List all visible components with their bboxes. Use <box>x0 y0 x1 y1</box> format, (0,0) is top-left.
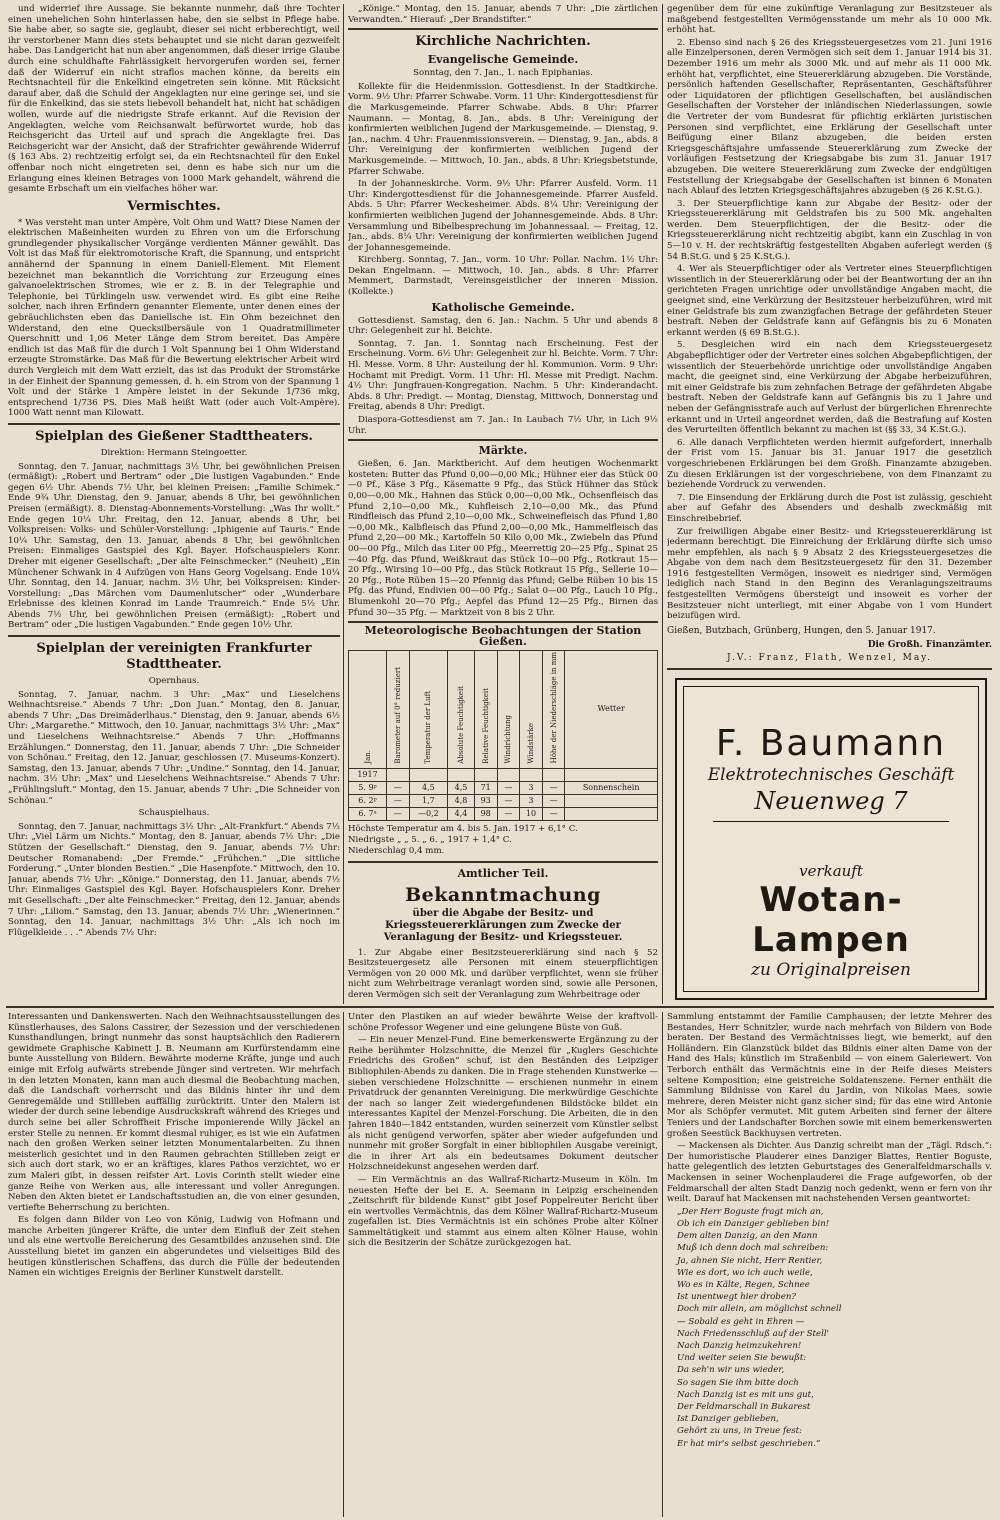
poem-line: Dem alten Danzig, an den Mann <box>677 1231 818 1242</box>
ad-price-note: zu Originalpreisen <box>751 960 911 980</box>
paragraph: In der Johanneskirche. Vorm. 9½ Uhr: Pfarrer Ausfeld. Vorm. 11 Uhr: Kindergottesdienst für die Johannesgemeinde. Pfarrer Ausfeld. Abds. 5 Uhr: Pfarrer Weckesheimer. Abds. 8¼ Uhr: Vereinigung der konfirmierten weiblichen Jugend der Johannesgemeinde. Abds. 8 Uhr: Versammlung und Bibelbesprechung im Johannessaal. — Freitag, 12. Jan., abds. 8¼ Uhr: Vereinigung der konfirmierten weiblichen Jugend der Johannesgemeinde. <box>348 179 658 253</box>
signature-names: J.V.: Franz, Flath, Wenzel, May. <box>727 653 932 664</box>
paragraph: 2. Ebenso sind nach § 26 des Kriegssteuergesetzes vom 21. Juni 1916 alle Einzelpersonen, deren Vermögen sich seit dem 1. Januar 1914 bis 31. Dezember 1916 um mehr als 3000 Mk. und auf mehr als 11 000 Mk. erhöht hat, verpflichtet, eine Steuererklärung abzugeben. Die Vorstände, persönlich haftenden Gesellschafter, Repräsentanten, Geschäftsführer oder Liquidatoren der pflichtigen Gesellschaften, bei ausländischen Gesellschaften der Vorsteher der inländischen Niederlassungen, sowie die Vertreter der vom Bundesrat für pflichtig erklärten juristischen Personen sind verpflichtet, eine Erklärung der Gesellschaft unter Beifügung einer Bilanz abzugeben, die beiden ersten Kriegsgeschäftsjahre umfassende Steuererklärung zum Zwecke der vorläufigen Festsetzung der Kriegsabgabe bis zum 31. Januar 1917 abzugeben. Die weitere Steuererklärung zum Zwecke der endgültigen Feststellung der Kriegsabgabe der Gesellschaften ist binnen 6 Monaten nach Ablauf des letzten Kriegsgeschäftsjahres abzugeben (§ 26 K.St.G.). <box>667 37 992 197</box>
column-middle <box>348 4 658 1004</box>
feuilleton-right <box>667 1012 992 1517</box>
feuilleton-left <box>8 1012 340 1517</box>
poem-line: Nach Danzig heimzukehren! <box>677 1340 802 1351</box>
poem-line: Ja, ahnen Sie nicht, Herr Rentier, <box>677 1255 823 1266</box>
ad-divider <box>713 821 948 822</box>
ad-address: Neuenweg 7 <box>754 787 908 815</box>
poem-line: Ob ich ein Danziger geblieben bin! <box>677 1218 830 1229</box>
kirchliche-heading: Kirchliche Nachrichten. <box>415 34 591 50</box>
paragraph: gegenüber dem für eine zukünftige Veranlagung zur Besitzsteuer als maßgebend festgestellten Vermögensstande um mehr als 10 000 Mk. erhöht hat. <box>667 4 992 36</box>
table-row <box>349 768 658 781</box>
weather-col-header: Jan. <box>349 651 387 768</box>
weather-col-header: Absolute Feuchtigkeit <box>448 651 475 768</box>
advertisement-baumann <box>675 678 987 1000</box>
feuilleton-middle <box>348 1012 658 1517</box>
column-rule <box>662 4 663 1004</box>
poem-line: Da seh'n wir uns wieder, <box>677 1365 785 1376</box>
ad-shop-type: Elektrotechnisches Geschäft <box>707 765 955 785</box>
weather-col-header: Temperatur der Luft <box>409 651 448 768</box>
poem-line: Gehört zu uns, in Treue fest: <box>677 1426 803 1437</box>
column-rule <box>343 4 344 1004</box>
paragraph: Kollekte für die Heidenmission. Gottesdienst. In der Stadtkirche. Vorm. 9½ Uhr: Pfarrer Schwabe. Vorm. 11 Uhr: Kindergottesdienst für die Markusgemeinde. Pfarrer Schwabe. Abds. 8 Uhr: Pfarrer Naumann. — Montag, 8. Jan., abds. 8 Uhr: Vereinigung der konfirmierten weiblichen Jugend der Markusgemeinde. — Dienstag, 9. Jan., nachm. 4 Uhr: Frauenmissionsverein. — Dienstag, 9. Jan., abds. 8 Uhr: Vereinigung der konfirmierten weiblichen Jugend der Markusgemeinde. — Mittwoch, 10. Jan., abds. 8 Uhr: Kriegsbetstunde, Pfarrer Schwabe. <box>348 81 658 177</box>
weather-col-header: Barometer auf 0° reduziert <box>387 651 410 768</box>
paragraph: „Könige.“ Montag, den 15. Januar, abends 7 Uhr: „Die zärtlichen Verwandten.“ Hierauf: „Der Brandstifter.“ <box>348 4 658 25</box>
paragraph: 4. Wer als Steuerpflichtiger oder als Vertreter eines Steuerpflichtigen wissentlich in der Steuererklärung oder bei der Beantwortung der an ihn gerichteten Fragen unrichtige oder unvollständige Angaben macht, die geeignet sind, eine Verkürzung der Besitzsteuer herbeizuführen, wird mit einer Geldstrafe bis zum zwanzigfachen Betrage der gefährdeten Steuer bestraft. Neben der Geldstrafe kann auf Gefängnis bis zu 6 Monaten erkannt werden (§ 69 B.St.G.). <box>667 264 992 338</box>
weather-col-header: Relative Feuchtigkeit <box>474 651 497 768</box>
weather-table-header <box>349 651 658 768</box>
evangelische-date: Sonntag, den 7. Jan., 1. nach Epiphanias. <box>413 68 593 79</box>
bekanntmachung-heading: Bekanntmachung <box>405 883 601 906</box>
vermischtes-heading: Vermischtes. <box>127 198 221 214</box>
paragraph: Gießen, 6. Jan. Marktbericht. Auf dem heutigen Wochenmarkt kosteten: Butter das Pfund 0,00—0,00 Mk.; Hühner eier das Stück 00—0 Pf., Käse 3 Pfg., Käsematte 9 Pfg., das Stück Hühner das Stück 0,00—0,00 Mk., Hahnen das Stück 0,00—0,00 Mk., Ochsenfleisch das Pfund 2,10—0,00 Mk., Kuhfleisch 2,10—0,00 Mk., das Pfund Rindfleisch das Pfund 2,10—0,00 Mk., Schweinefleisch das Pfund 1,80—0,00 Mk., Kalbfleisch das Pfund 2,00—0,00 Mk., Hammelfleisch das Pfund 2,20—00 Mk.; Kartoffeln 50 Kilo 0,00 Mk., Zwiebeln das Pfund 00—00 Pfg., Milch das Liter 00 Pfg., Meerrettig 20—25 Pfg., Spinat 25—40 Pfg. das Pfund, Weißkraut das Stück 10—00 Pfg., Rotkraut 15—20 Pfg., Wirsing 10—00 Pfg., das Stück Rotkraut 15 Pfg., Sellerie 10—20 Pfg., Rote Rüben 15—20 Pfennig das Pfund; Gelbe Rüben 10 bis 15 Pfg. das Pfund, Endivien 00—00 Pfg.; Salat 0—00 Pfg., Lauch 10 Pfg., Blumenkohl 20—70 Pfg.; Aepfel das Pfund 12—25 Pfg., Birnen das Pfund 30—35 Pfg. — Marktzeit von 8 bis 2 Uhr. <box>348 459 658 618</box>
paragraph: Sammlung entstammt der Familie Camphausen; der letzte Mehrer des Bestandes, Herr Schnitzler, wurde nach mehrfach von Bildern von Bode beraten. Der Bestand des Vermächtnisses liegt, wie bemerkt, auf den Holländern. Ein Glanzstück bildet das Bildnis einer alten Dame von der Hand des Hals; künstlich im Straßenbild — von einem Galeriewert. Von Terborch enthält das Vermächtnis eine in der Reife dieses Meisters seltene Komposition; eine geistreiche Soldatenszene. Ferner enthält die Sammlung Bildnisse von Karel du Jardin, von Nikolas Maes, sowie mehrere, deren Meister nicht ganz sicher sind; für das eine wird Antonie Mor als Schöpfer vermutet. Mit gutem Arbeiten sind ferner der ältere Teniers und der Landschafter Borchen sowie mit einem bemerkenswerten großen Seestück Backhuysen vertreten. <box>667 1012 992 1139</box>
paragraph: und widerrief ihre Aussage. Sie bekannte nunmehr, daß ihre Tochter einen unehelichen Sohn hinterlassen habe, den sie selbst in Pflege habe. Sie habe aber, so sagte sie, geglaubt, dieser sei nicht erbberechtigt, weil ihr verstorbener Mann dies stets behauptet und sie nicht daran gezweifelt habe. Das Landgericht hat nun aber angenommen, daß dieser irrige Glaube durch eine schuldhafte Fahrlässigkeit hervorgerufen worden sei, ferner daß der Widerruf ein nicht straflos machen könne, da bereits ein Rechtsnachteil für die Enkelkind eingetreten sein könne. Mit Rücksicht darauf aber, daß die Schuld der Angeklagten nur eine geringe sei, und sie für die Enkelkind, das sie stets liebevoll behandelt hat, nicht hat schädigen wollen, wurde auf die niedrigste Strafe erkannt. Auf die Revision der Angeklagten, welche vom Reichsanwalt befürwortet wurde, hob das Reichsgericht das Urteil auf und sprach die Angeklagte frei. Das Reichsgericht war der Ansicht, daß der Strafrichter gewährende Widerruf (§ 163 Abs. 2) rechtzeitig erfolgt sei, da ein Rechtsnachteil für den Enkel offenbar noch nicht eingetreten sei, denn es habe sich nur um die Erlangung eines kleinen Betrages von 1000 Mark gehandelt, während die gesamte Erbschaft um ein vielfaches höher war. <box>8 4 340 195</box>
divider <box>667 668 992 670</box>
weather-heading: Meteorologische Beobachtungen der Station Gießen. <box>364 624 642 648</box>
divider <box>8 423 340 425</box>
amtlich-heading: Amtlicher Teil. <box>457 866 549 880</box>
bekanntmachung-subtitle: über die Abgabe der Besitz- und Kriegssteuererklärungen zum Zwecke der Veranlagung der Besitz- und Kriegssteuer. <box>383 907 623 943</box>
divider <box>348 28 658 30</box>
divider <box>348 439 658 441</box>
ad-sells: verkauft <box>799 862 863 880</box>
paragraph: Interessanten und Dankenswerten. Nach den Weihnachtsausstellungen des Künstlerhauses, des Salons Cassirer, der Sezession und der verschiedenen Kunsthandlungen, bringt nunmehr das sonst hauptsächlich den Radierern gewidmete Graphische Kabinett J. B. Neumann am Kurfürstendamm eine bunte Ausstellung von Bildern. Bewährte moderne Kräfte, junge und auch einige mit Erfolg aufwärts strebende Jünger sind vertreten. Wir mehrfach in den letzten Monaten, kann man auch diesmal die Beobachtung machen, daß die Landschaft vorherrscht und das Bildnis hinter ihr und dem Genregemälde und Stillleben auffällig zurücktritt. Unter den Malern ist wieder der durch seine lebendige Ausdruckskraft während des Krieges und durch seine bei aller Schroffheit Frische imponierende Willy Jäckel an erster Stelle zu nennen. Er kommt diesmal ruhiger, es ist wie ein Aufatmen nach den großen Werken seiner letzten Monumentalarbeiten. Zu ihnen meisterlich gesichtet und in den Raumen gebrachten Stillleben zeigt er sich auch dort stark, wo er an kräftiges, klares Pathos verzichtet, wo er zum Maleri gibt, in dessen reifster Art. Lovis Corinth stellt wieder eine ganze Reihe von Werken aus, alle interessant und voller Anregungen. Neben den Akten bietet er Landschaftsstudien an, die von einer gesunden, vertiefte Beherrschung zu berichten. <box>8 1012 340 1213</box>
poem-line: So sagen Sie ihm bitte doch <box>677 1377 799 1388</box>
paragraph: 5. Desgleichen wird ein nach dem Kriegssteuergesetz Abgabepflichtiger oder der Vertreter eines solchen Abgabepflichtigen, der wissentlich der Steuerbehörde unrichtige oder unvollständige Angaben macht, die geeignet sind, eine Verkürzung der Abgabe herbeizuführen, mit einer Geldstrafe bis zum zehnfachen Betrage der gefährdeten Abgabe bestraft. Neben der Geldstrafe kann auf Gefängnis bis zu 1 Jahre und neben der Gefängnisstrafe auch auf Verlust der bürgerlichen Ehrenrechte erkannt und in Urteil angeordnet werden, daß die Bestrafung auf Kosten des Verurteilten öffentlich bekannt zu machen ist (§§ 33, 34 K.St.G.). <box>667 340 992 436</box>
divider <box>348 621 658 623</box>
table-row: 6. 2ᵖ — 1,7 4,8 93 — 3 — <box>349 794 658 807</box>
paragraph: Sonntag, den 7. Januar, nachmittags 3½ Uhr: „Alt-Frankfurt.“ Abends 7½ Uhr: „Viel Lärm um Nichts.“ Montag, den 8. Januar, abends 7½ Uhr: „Die Stützen der Gesellschaft.“ Dienstag, den 9. Januar, abends 7½ Uhr: Deutscher Romanabend: „Der Fremde.“ „Frühchen.“ „Die sittliche Forderung.“ „Unter blonden Bestien.“ „Die Hasenpfote.“ Mittwoch, den 10. Januar, abends 7½ Uhr: „Könige.“ Donnerstag, den 11. Januar, abends 7½ Uhr: Einmaliges Gastspiel des Kgl. Bayer. Hofschauspielers Konr. Dreher mit Gesellschaft: „Der alte Feinschmecker.“ Freitag, den 12. Januar, abends 7 Uhr: „Liliom.“ Samstag, den 13. Januar, abends 7½ Uhr: „Wienerinnen.“ Sonntag, den 14. Januar, nachmittags 3½ Uhr: „Als ich noch im Flügelkleide . . .“ Abends 7½ Uhr: <box>8 821 340 938</box>
frankfurt-theater-heading: Spielplan der vereinigten Frankfurter Stadttheater. <box>36 641 312 673</box>
paragraph: Kirchberg. Sonntag, 7. Jan., vorm. 10 Uhr: Pollar. Nachm. 1½ Uhr: Dekan Engelmann. — Mittwoch, 10. Jan., abds. 8 Uhr: Pfarrer Memmert, Darmstadt, Vereinsgeistlicher der inneren Mission. (Kollekte.) <box>348 255 658 298</box>
ad-company-name: F. Baumann <box>715 723 947 764</box>
column-right <box>667 4 992 664</box>
weather-table <box>348 650 658 820</box>
poem-line: Und weiter seien Sie bewußt: <box>677 1353 807 1364</box>
poem-line: Der Feldmarschall in Bukarest <box>677 1401 811 1412</box>
signature-place: Gießen, Butzbach, Grünberg, Hungen, den 5. Januar 1917. <box>667 625 936 636</box>
paragraph: Sonntag, den 7. Januar, nachmittags 3½ Uhr, bei gewöhnlichen Preisen (ermäßigt): „Robert und Bertram“ oder „Die lustigen Vagabunden.“ Ende gegen 6½ Uhr. Abends 7½ Uhr, bei kleinen Preisen: „Familie Schimek.“ Ende 9¾ Uhr. Dienstag, den 9. Januar, abends 8 Uhr, bei gewöhnlichen Preisen (ermäßigt). 8. Dienstag-Abonnements-Vorstellung: „Was Ihr wollt.“ Ende gegen 10¼ Uhr. Freitag, den 12. Januar, abends 8 Uhr, bei Volkspreisen: Volks- und Schüler-Vorstellung: „Iphigenie auf Tauris.“ Ende 10¼ Uhr. Samstag, den 13. Januar, abends 8 Uhr, bei gewöhnlichen Preisen: Einmaliges Gastspiel des Kgl. Bayer. Hofschauspielers Konr. Dreher mit eigener Gesellschaft: „Der alte Feinschmecker.“ (Neuheit) „Ein Münchener Schwank in 4 Aufzügen von Hans Georg Vogelsang. Ende 10¼ Uhr. Sonntag, den 14. Januar, nachm. 3½ Uhr, bei Volkspreisen: Kinder-Vorstellung: „Das Märchen vom Daumenlutscher“ oder „Wunderbare Erlebnisse des kleinen Konrad im Lande Traumreich.“ Ende 5½ Uhr. Abends 7½ Uhr, bei gewöhnlichen Preisen (ermäßigt): „Robert und Bertram“ oder „Die lustigen Vagabunden.“ Ende gegen 10½ Uhr. <box>8 461 340 631</box>
paragraph: * Was versteht man unter Ampère, Volt Ohm und Watt? Diese Namen der elektrischen Maßeinheiten wurden zu Ehren von um die Erforschung grundlegender physikalischer Vorgänge verdienten Männer gewählt. Das Volt ist das Maß für elektromotorische Kraft, die Spannung, und entspricht annähernd der Spannung in einem Daniell-Element. Mit Element bezeichnet man bekanntlich die Vorrichtung zur Erzeugung eines galvanoelektrischen Stromes, wie er z. B. in der Telegraphie und Telephonie, bei Türklingeln usw. verwendet wird. Es gibt eine Reihe solcher, nach ihren Erfindern genannter Elemente, unter denen eines der gebräuchlichsten eben das Daniellsche ist. Ein Ohm bezeichnet den Widerstand, den eine Quecksilbersäule von 1 Quadratmillimeter Querschnitt und 1,06 Meter Länge dem Strom bereitet. Das Ampère endlich ist das Maß für die durch 1 Volt Spannung bei 1 Ohm Widerstand erzeugte Stromstärke. Das Maß für die Bewertung elektrischer Arbeit wird durch Vergleich mit dem Watt erzielt, das ist das Produkt der Stromstärke in der Einheit der Spannung gemessen, d. h. ein Strom von der Spannung 1 Volt und der Stärke 1 Ampère leistet in der Sekunde 1/736 mkg, entsprechend 1/736 PS. Dies Maß heißt Watt (oder auch Volt-Ampère). 1000 Watt nennt man Kilowatt. <box>8 217 340 419</box>
katholische-heading: Katholische Gemeinde. <box>431 300 575 314</box>
table-row: 6. 7ᵃ — —0,2 4,4 98 — 10 — <box>349 807 658 820</box>
paragraph: — Ein neuer Menzel-Fund. Eine bemerkenswerte Ergänzung zu der Reihe berühmter Holzschnitte, die Menzel für „Kuglers Geschichte Friedrichs des Großen“ schuf, ist den Beständen des Leipziger Bibliophilen-Abends zu danken. Die in Frage stehenden Kunstwerke — sieben verschiedene Holzschnitte — erschienen nunmehr in einem Privatdruck der genannten Vereinigung. Die merkwürdige Geschichte der nach so langer Zeit wiedergefundenen Bildstöcke bildet ein interessantes Kapitel der Menzel-Forschung. Die Arbeiten, die in den Jahren 1840—1842 entstanden, wurden seinerzeit vom Künstler selbst als nicht genügend verworfen, später aber wieder aufgefunden und nunmehr mit großer Sorgfalt in einer bibliophilen Ausgabe vereinigt, die in ihrer Art als ein bedeutsames Dokument deutscher Holzschneidekunst angesehen werden darf. <box>348 1035 658 1173</box>
divider <box>8 635 340 637</box>
weather-col-header: Wetter <box>565 651 658 768</box>
column-left <box>8 4 340 1004</box>
weather-col-header: Höhe der Niederschläge in mm <box>542 651 565 768</box>
column-rule <box>343 1012 344 1517</box>
paragraph: Sonntag, 7. Jan. 1. Sonntag nach Erscheinung. Fest der Erscheinung. Vorm. 6½ Uhr: Gelegenheit zur hl. Beichte. Vorm. 7 Uhr: Hl. Messe. Vorm. 8 Uhr: Austeilung der hl. Kommunion. Vorm. 9 Uhr: Hochamt mit Predigt. Vorm. 11 Uhr: Hl. Messe mit Predigt. Nachm. 4½ Uhr: Jungfrauen-Kongregation. Nachm. 5 Uhr: Kinderandacht. Abds. 8 Uhr: Predigt. — Montag, Dienstag, Mittwoch, Donnerstag und Freitag, abends 8 Uhr: Predigt. <box>348 338 658 413</box>
paragraph: Sonntag, 7. Januar, nachm. 3 Uhr: „Max“ und Lieselchens Weihnachtsreise.“ Abends 7 Uhr: „Don Juan.“ Montag, den 8. Januar, abends 7 Uhr: „Das Dreimäderlhaus.“ Dienstag, den 9. Januar, abends 6½ Uhr: „Margarethe.“ Mittwoch, den 10. Januar, nachmittags 3½ Uhr: „Max“ und Lieselchens Weihnachtsreise.“ Abends 7 Uhr: „Hoffmanns Erzählungen.“ Donnerstag, den 11. Januar, abends 7 Uhr: „Die Schneider von Schönau.“ Freitag, den 12. Januar, geschlossen (7. Museums-Konzert). Samstag, den 13. Januar, abends 7 Uhr: „Undine.“ Sonntag, den 14. Januar, nachm. 3½ Uhr: „Max“ und Lieselchens Weihnachtsreise.“ Abends 7 Uhr: „Frühlingsluft.“ Montag, den 15. Januar, abends 7 Uhr: „Die Schneider von Schönau.“ <box>8 689 340 806</box>
giessen-theater-direction: Direktion: Hermann Steingoetter. <box>100 447 248 458</box>
paragraph: 6. Alle danach Verpflichteten werden hiermit aufgefordert, innerhalb der Frist vom 15. Januar bis 31. Januar 1917 die gesetzlich vorgeschriebenen Erklärungen bei dem Großh. Finanzamte abzugeben. Zu diesen Erklärungen ist der vorgeschriebene, von dem Finanzamt zu beziehende Vordruck zu verwenden. <box>667 437 992 491</box>
advertisement-frame <box>683 686 979 992</box>
column-left-intro <box>8 4 340 195</box>
weather-year: 1917 <box>349 768 387 781</box>
paragraph: Gottesdienst. Samstag, den 6. Jan.: Nachm. 5 Uhr und abends 8 Uhr: Gelegenheit zur hl. Beichte. <box>348 315 658 337</box>
divider <box>348 861 658 863</box>
poem-line: Wo es in Kälte, Regen, Schnee <box>677 1279 810 1290</box>
weather-notes <box>348 824 658 857</box>
weather-col-header: Windrichtung <box>497 651 520 768</box>
paragraph: Diaspora-Gottesdienst am 7. Jan.: In Laubach 7½ Uhr, in Lich 9½ Uhr. <box>348 415 658 436</box>
column-rule <box>662 1012 663 1517</box>
mackensen-poem <box>667 1207 992 1449</box>
poem-line: Ist unentwegt hier droben? <box>677 1292 796 1303</box>
poem-line: Nach Friedensschluß auf der Stell' <box>677 1328 829 1339</box>
paragraph: — Mackensen als Dichter. Aus Danzig schreibt man der „Tägl. Rdsch.“: Der humoristische Plauderer eines Danziger Blattes, Rentier Boguste, hatte gelegentlich des letzten Geburtstages des Generalfeldmarschalls v. Mackensen in seiner Wochenplauderei die Frage aufgeworfen, ob der Feldmarschall der alten Stadt Danzig noch gedenkt, wenn er fern von ihr weilt. Darauf hat Mackensen mit nachstehenden Versen geantwortet: <box>667 1141 992 1205</box>
weather-note: Niederschlag 0,4 mm. <box>348 845 445 856</box>
evangelische-heading: Evangelische Gemeinde. <box>427 53 579 67</box>
poem-line: Doch mir allein, am möglichst schnell <box>677 1304 842 1315</box>
feuilleton-divider <box>6 1006 994 1008</box>
poem-line: — Sobald es geht in Ehren — <box>677 1316 805 1327</box>
poem-line: Wie es dort, wo ich auch weile, <box>677 1267 813 1278</box>
opera-label: Opernhaus. <box>148 676 200 687</box>
paragraph: — Ein Vermächtnis an das Wallraf-Richartz-Museum in Köln. Im neuesten Hefte der bei E. A. Seemann in Leipzig erscheinenden „Zeitschrift für bildende Kunst“ gibt Josef Poppelreuter Bericht über ein wertvolles Vermächtnis, das dem Kölner Wallraf-Richartz-Museum zugefallen ist. Dies Vermächtnis ist ein schönes Probe alter Kölner Sammeltätigkeit und stammt aus einem alten Kölner Hause, wohin sich die Besitzerin der Schätze zurückgezogen hat. <box>348 1174 658 1249</box>
weather-note: Höchste Temperatur am 4. bis 5. Jan. 1917 + 6,1° C. <box>348 823 578 834</box>
paragraph: 7. Die Einsendung der Erklärung durch die Post ist zulässig, geschieht aber auf Gefahr des Absenders und deshalb zweckmäßig mit Einschreibebrief. <box>667 492 992 524</box>
giessen-theater-heading: Spielplan des Gießener Stadttheaters. <box>35 428 313 444</box>
maerkte-heading: Märkte. <box>478 444 528 458</box>
paragraph: 1. Zur Abgabe einer Besitzsteuererklärung sind nach § 52 Besitzsteuergesetz alle Personen mit einem steuerpflichtigen Vermögen von 20 000 Mk. und darüber verpflichtet, wenn sie früher nicht zum Wehrbeitrage veranlagt worden sind, sowie alle Personen, deren Vermögen sich seit der Veranlagung zum Wehrbeitrage oder <box>348 947 658 1001</box>
paragraph: Unter den Plastiken an auf wieder bewährte Weise der kraftvoll-schöne Professor Wegener und eine gelungene Büste von Guß. <box>348 1012 658 1033</box>
table-row: 5. 9ᵖ — 4,5 4,5 71 — 3 — Sonnenschein <box>349 781 658 794</box>
weather-col-header: Windstärke <box>520 651 543 768</box>
paragraph: Es folgen dann Bilder von Leo von König, Ludwig von Hofmann und manche Arbeiten jüngerer Kräfte, die unter dem Einfluß der Zeit stehen und als eine wertvolle Bereicherung des Gesamtbildes anzusehen sind. Die Ausstellung bietet im ganzen ein abgerundetes und vielseitiges Bild des heutigen künstlerischen Schaffens, das durch die Fülle der bedeutenden Namen ein wichtiges Ereignis der Berliner Kunstwelt darstellt. <box>8 1215 340 1279</box>
paragraph: Zur freiwilligen Abgabe einer Besitz- und Kriegssteuererklärung ist jedermann berechtigt. Die Einreichung der Erklärung dürfte sich umso mehr empfehlen, als nach § 9 Absatz 2 des Kriegssteuergesetzes die Abgabe von dem nach dem Besitzsteuergesetz für den 31. Dezember 1916 festgestellten Vermögen, insoweit es niedriger sind, Vermögen lediglich nach Stand in den Beginn des Veranlagungszeitraums festgestellten Vermögens übersteigt und insoweit es vorher der Besitzsteuer nicht unterliegt, mit einer Abgabe von 1 vom Hundert beizufügen wird. <box>667 526 992 622</box>
schauspiel-label: Schauspielhaus. <box>138 808 210 819</box>
weather-note: Niedrigste „ „ 5. „ 6. „ 1917 + 1,4° C. <box>348 834 512 845</box>
poem-line: „Der Herr Boguste fragt mich an, <box>677 1206 824 1217</box>
poem-line: Ist Danziger geblieben, <box>677 1414 779 1425</box>
paragraph: 3. Der Steuerpflichtige kann zur Abgabe der Besitz- oder der Kriegssteuererklärung mit Geldstrafen bis zu 500 Mk. angehalten werden. Dem Steuerpflichtigen, der die Besitz- oder die Kriegssteuererklärung nicht rechtzeitig abgibt, kann ein Zuschlag in von 5—10 v. H. der rechtskräftig festgestellten Abgaben auferlegt werden (§ 54 B.St.G. und § 25 K.St.G.). <box>667 198 992 262</box>
poem-line: Nach Danzig ist es mit uns gut, <box>677 1389 814 1400</box>
poem-line: Muß ich denn doch mal schreiben: <box>677 1243 829 1254</box>
signature-office: Die Großh. Finanzämter. <box>867 640 992 651</box>
poem-line: Er hat mir's selbst geschrieben.“ <box>677 1438 821 1449</box>
ad-product: Wotan-Lampen <box>752 880 910 960</box>
